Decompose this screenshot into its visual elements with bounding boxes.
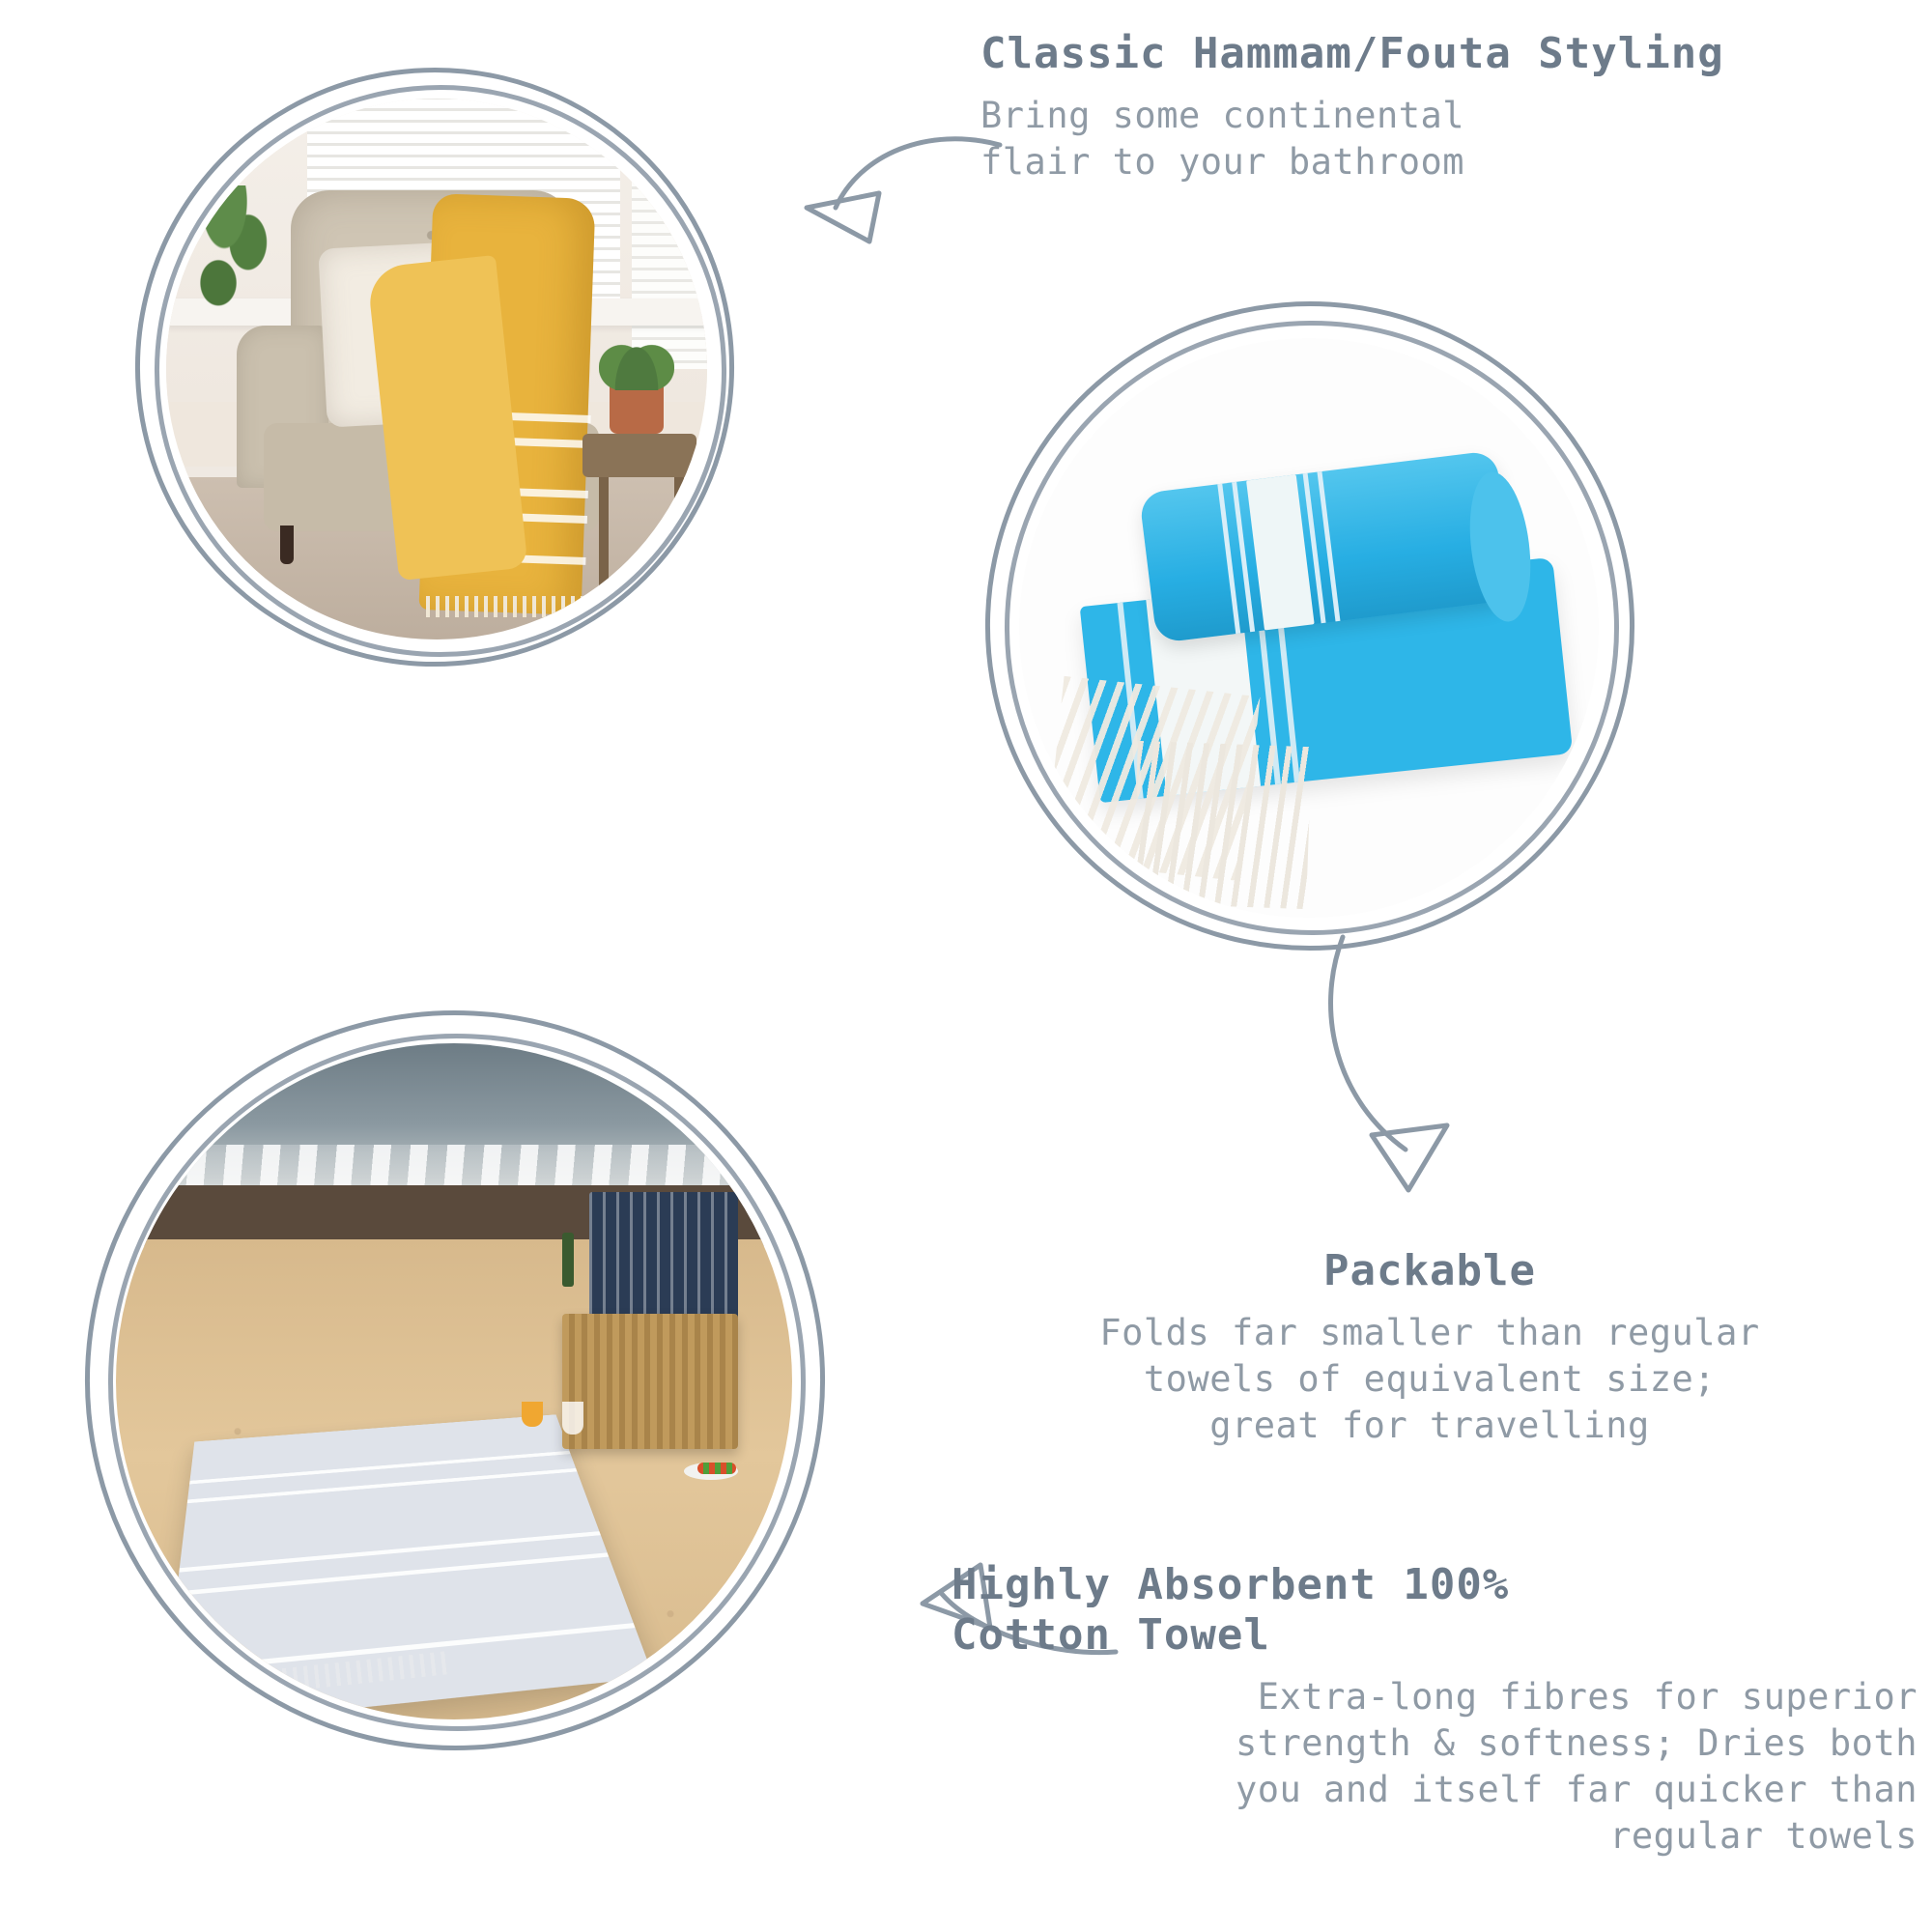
hanging-plant (177, 185, 296, 348)
feature-text-packable (947, 1246, 1913, 1449)
feature-body-line-2: flair to your bathroom (980, 141, 1465, 183)
juice-glass (522, 1402, 543, 1427)
wooden-stool (582, 434, 696, 477)
feature-body-line-3: great for travelling (1209, 1405, 1650, 1447)
picnic-basket (562, 1314, 738, 1449)
feature-text-absorbent-cotton (952, 1560, 1918, 1860)
feature-body-line-1: Bring some continental (980, 94, 1465, 136)
feature-heading-line-1: Highly Absorbent 100% (952, 1560, 1510, 1609)
wine-glass (562, 1402, 583, 1435)
pebble (136, 1605, 169, 1624)
towel-tassels-lower (1132, 741, 1312, 909)
feature-text-classic-styling (980, 29, 1879, 185)
arrow-down-icon-packable (1285, 927, 1536, 1246)
feature-body-line-1: Folds far smaller than regular (1099, 1311, 1760, 1353)
picnic-basket-lid (589, 1192, 738, 1327)
wine-bottle (562, 1233, 574, 1287)
feature-image-absorbent-cotton (116, 1043, 792, 1719)
feature-image-packable (1019, 338, 1599, 918)
feature-body-line-2: towels of equivalent size; (1143, 1358, 1717, 1400)
feature-body-line-1: Extra-long fibres for superior (1257, 1675, 1918, 1718)
feature-heading-packable: Packable (1323, 1246, 1536, 1295)
white-stripe (1246, 474, 1315, 630)
feature-heading-line-2: Cotton Towel (952, 1609, 1270, 1660)
feature-image-classic-styling (166, 99, 707, 639)
armchair-leg (280, 526, 294, 564)
potted-plant (599, 315, 674, 390)
arrow-left-icon-classic-styling (715, 116, 1005, 251)
towel-fringe (426, 596, 588, 617)
feature-body-line-4: regular towels (1609, 1815, 1918, 1858)
feature-body-line-2: strength & softness; Dries both (1235, 1721, 1918, 1764)
feature-heading-classic-styling: Classic Hammam/Fouta Styling (980, 29, 1724, 78)
feature-body-line-3: you and itself far quicker than (1235, 1769, 1918, 1810)
armchair-scene (166, 99, 707, 639)
food-on-plate (697, 1463, 736, 1474)
